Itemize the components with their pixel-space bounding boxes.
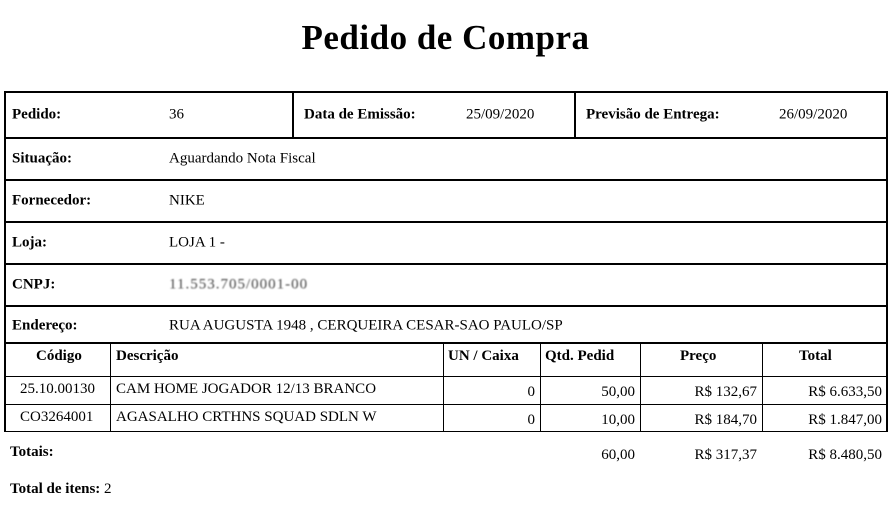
row-preco: R$ 184,70 bbox=[694, 412, 757, 428]
emissao-value: 25/09/2020 bbox=[466, 106, 535, 123]
row-codigo: 25.10.00130 bbox=[20, 381, 95, 397]
items-count bbox=[10, 481, 112, 498]
row-codigo: CO3264001 bbox=[20, 409, 94, 425]
pedido-value: 36 bbox=[169, 106, 184, 123]
order-row bbox=[6, 93, 886, 137]
totals-preco: R$ 317,37 bbox=[694, 447, 757, 463]
totals-row bbox=[4, 440, 888, 466]
row-qtd: 10,00 bbox=[601, 412, 635, 428]
row-total: R$ 1.847,00 bbox=[808, 412, 882, 428]
col-preco: Preço bbox=[680, 348, 717, 364]
col-descricao: Descrição bbox=[116, 348, 179, 364]
cnpj-value: 11.553.705/0001-00 bbox=[169, 276, 309, 293]
pedido-label: Pedido: bbox=[12, 106, 62, 123]
row-preco: R$ 132,67 bbox=[694, 384, 757, 400]
previsao-value: 26/09/2020 bbox=[779, 106, 848, 123]
situacao-row bbox=[6, 137, 886, 179]
items-count-label: Total de itens: bbox=[10, 481, 101, 497]
cnpj-row bbox=[6, 263, 886, 305]
endereco-label: Endereço: bbox=[12, 317, 78, 333]
endereco-value: RUA AUGUSTA 1948 , CERQUEIRA CESAR-SAO PAULO/SP bbox=[169, 317, 563, 333]
totals-label: Totais: bbox=[10, 444, 54, 460]
emissao-label: Data de Emissão: bbox=[304, 106, 416, 123]
row-un-caixa: 0 bbox=[527, 412, 535, 428]
table-header bbox=[4, 344, 888, 377]
totals-total: R$ 8.480,50 bbox=[808, 447, 882, 463]
endereco-row bbox=[6, 305, 886, 344]
col-total: Total bbox=[799, 348, 832, 364]
row-descricao: CAM HOME JOGADOR 12/13 BRANCO bbox=[116, 381, 377, 397]
loja-value: LOJA 1 - bbox=[169, 234, 225, 251]
divider bbox=[292, 93, 294, 137]
col-qtd: Qtd. Pedid bbox=[545, 348, 615, 364]
row-descricao: AGASALHO CRTHNS SQUAD SDLN W bbox=[116, 409, 377, 425]
col-un-caixa: UN / Caixa bbox=[448, 348, 519, 364]
items-table bbox=[4, 344, 888, 440]
fornecedor-row bbox=[6, 179, 886, 221]
situacao-label: Situação: bbox=[12, 150, 72, 167]
table-row bbox=[4, 405, 888, 432]
divider bbox=[574, 93, 576, 137]
totals-qtd: 60,00 bbox=[601, 447, 635, 463]
order-info-box bbox=[4, 91, 888, 344]
table-row bbox=[4, 377, 888, 404]
fornecedor-value: NIKE bbox=[169, 192, 205, 209]
situacao-value: Aguardando Nota Fiscal bbox=[169, 150, 316, 167]
loja-row bbox=[6, 221, 886, 263]
col-codigo: Código bbox=[36, 348, 82, 364]
row-qtd: 50,00 bbox=[601, 384, 635, 400]
document-title: Pedido de Compra bbox=[301, 18, 590, 57]
loja-label: Loja: bbox=[12, 234, 47, 251]
row-un-caixa: 0 bbox=[527, 384, 535, 400]
cnpj-label: CNPJ: bbox=[12, 276, 56, 293]
fornecedor-label: Fornecedor: bbox=[12, 192, 92, 209]
items-count-value: 2 bbox=[104, 481, 112, 497]
previsao-label: Previsão de Entrega: bbox=[586, 106, 720, 123]
row-total: R$ 6.633,50 bbox=[808, 384, 882, 400]
